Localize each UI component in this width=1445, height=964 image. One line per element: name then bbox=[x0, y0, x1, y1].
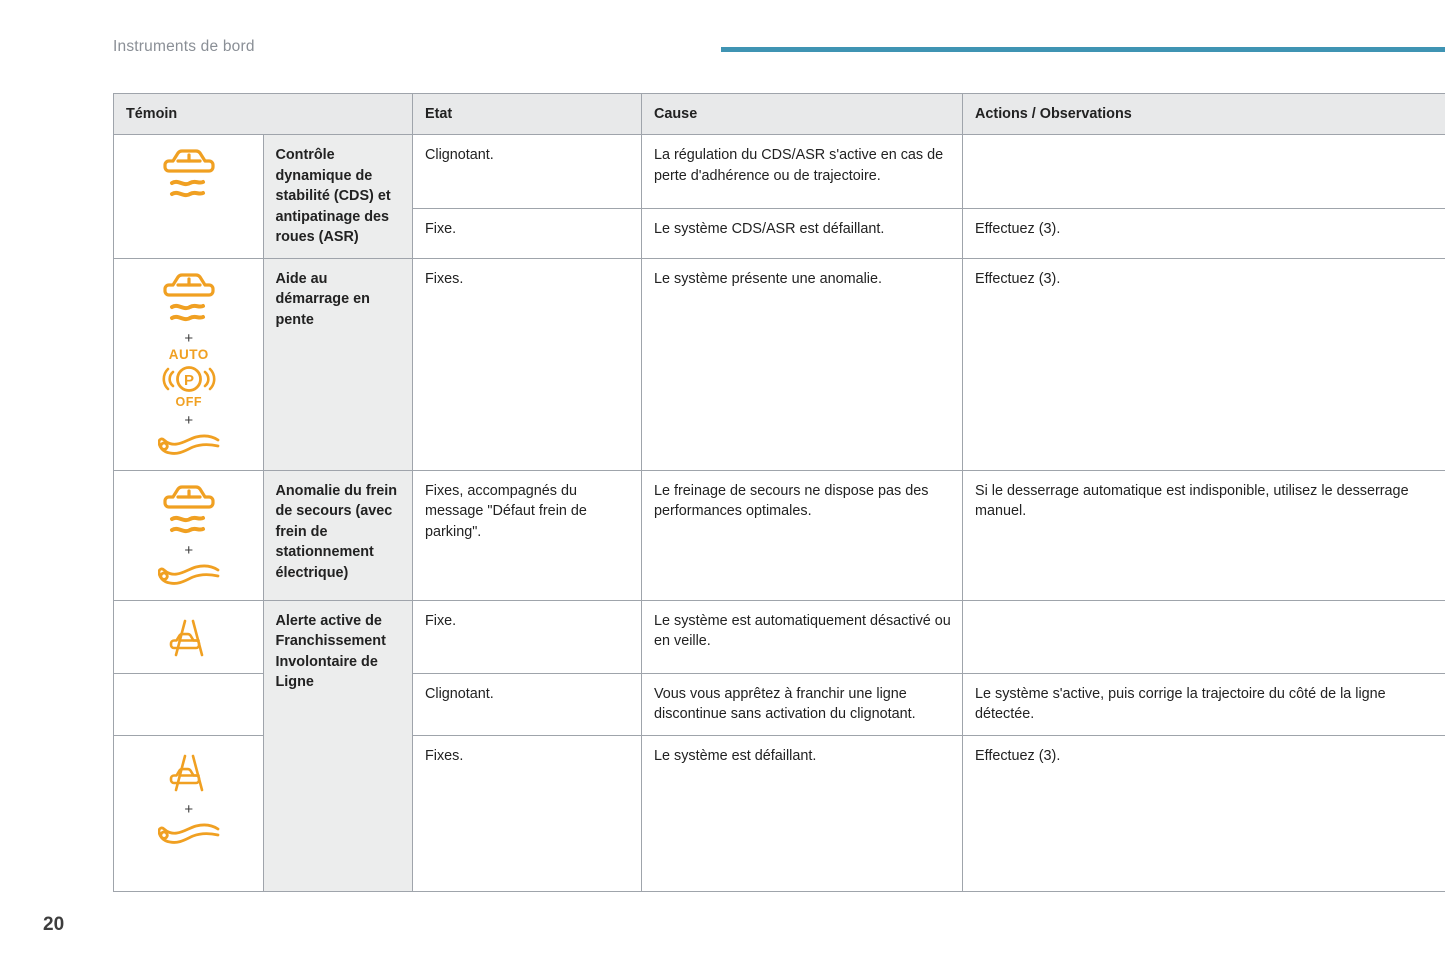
row-label-cds-asr: Contrôle dynamique de stabilité (CDS) et antipatinage des roues (ASR) bbox=[263, 135, 413, 258]
cell-etat: Fixes. bbox=[413, 735, 642, 891]
table-row bbox=[114, 470, 1445, 600]
table-row bbox=[114, 600, 1445, 673]
cell-actions: Le système s'active, puis corrige la trajectoire du côté de la ligne détectée. bbox=[963, 673, 1445, 735]
cell-cause: Le système CDS/ASR est défaillant. bbox=[642, 209, 963, 258]
cell-etat: Clignotant. bbox=[413, 673, 642, 735]
cell-cause: Le système présente une anomalie. bbox=[642, 258, 963, 470]
warning-lights-table-wrap bbox=[113, 93, 1409, 892]
icon-cell-lane-departure-spacer bbox=[114, 673, 264, 735]
car-skid-icon bbox=[159, 145, 219, 203]
auto-park-off-icon bbox=[161, 364, 217, 394]
plus-icon: + bbox=[184, 800, 194, 818]
row-label-hill-assist: Aide au démarrage en pente bbox=[263, 258, 413, 470]
cell-etat: Clignotant. bbox=[413, 135, 642, 209]
cell-cause: Le système est défaillant. bbox=[642, 735, 963, 891]
cell-etat: Fixe. bbox=[413, 209, 642, 258]
icon-cell-lane-departure bbox=[114, 600, 264, 673]
warning-lights-table bbox=[113, 93, 1445, 892]
cell-cause: Le freinage de secours ne dispose pas des performances optimales. bbox=[642, 470, 963, 600]
table-header-row bbox=[114, 94, 1445, 135]
table-row bbox=[114, 135, 1445, 209]
page-number: 20 bbox=[43, 914, 65, 935]
page-title: Instruments de bord bbox=[113, 38, 255, 55]
lane-departure-icon bbox=[158, 611, 220, 663]
plus-icon: + bbox=[184, 541, 194, 559]
cell-etat: Fixe. bbox=[413, 600, 642, 673]
wrench-icon bbox=[158, 819, 220, 849]
wrench-icon bbox=[158, 560, 220, 590]
car-skid-icon bbox=[159, 481, 219, 539]
cell-etat: Fixes. bbox=[413, 258, 642, 470]
wrench-icon bbox=[158, 430, 220, 460]
cell-cause: La régulation du CDS/ASR s'active en cas de perte d'adhérence ou de trajectoire. bbox=[642, 135, 963, 209]
plus-icon: + bbox=[184, 411, 194, 429]
icon-cell-emergency-brake bbox=[114, 470, 264, 600]
page-header bbox=[113, 38, 1445, 68]
auto-label: AUTO bbox=[168, 346, 209, 362]
cell-actions bbox=[963, 600, 1445, 673]
column-header-actions: Actions / Observations bbox=[963, 94, 1445, 135]
cell-actions: Effectuez (3). bbox=[963, 209, 1445, 258]
table-body bbox=[114, 135, 1445, 891]
icon-cell-lane-departure-fault bbox=[114, 735, 264, 891]
cell-actions: Effectuez (3). bbox=[963, 258, 1445, 470]
table-row bbox=[114, 258, 1445, 470]
row-label-emergency-brake: Anomalie du frein de secours (avec frein de stationnement électrique) bbox=[263, 470, 413, 600]
cell-actions bbox=[963, 135, 1445, 209]
column-header-temoin: Témoin bbox=[114, 94, 413, 135]
off-label: OFF bbox=[175, 394, 202, 409]
icon-cell-cds-asr bbox=[114, 135, 264, 258]
header-accent-rule bbox=[721, 47, 1445, 52]
car-skid-icon bbox=[159, 269, 219, 327]
row-label-lane-departure: Alerte active de Franchissement Involontaire de Ligne bbox=[263, 600, 413, 891]
cell-cause: Le système est automatiquement désactivé ou en veille. bbox=[642, 600, 963, 673]
cell-actions: Si le desserrage automatique est indisponible, utilisez le desserrage manuel. bbox=[963, 470, 1445, 600]
plus-icon: + bbox=[184, 329, 194, 347]
lane-departure-icon bbox=[158, 746, 220, 798]
column-header-etat: Etat bbox=[413, 94, 642, 135]
svg-text:P: P bbox=[183, 371, 194, 389]
cell-cause: Vous vous apprêtez à franchir une ligne discontinue sans activation du clignotant. bbox=[642, 673, 963, 735]
cell-actions: Effectuez (3). bbox=[963, 735, 1445, 891]
table-header bbox=[114, 94, 1445, 135]
column-header-cause: Cause bbox=[642, 94, 963, 135]
cell-etat: Fixes, accompagnés du message "Défaut frein de parking". bbox=[413, 470, 642, 600]
icon-cell-hill-assist bbox=[114, 258, 264, 470]
